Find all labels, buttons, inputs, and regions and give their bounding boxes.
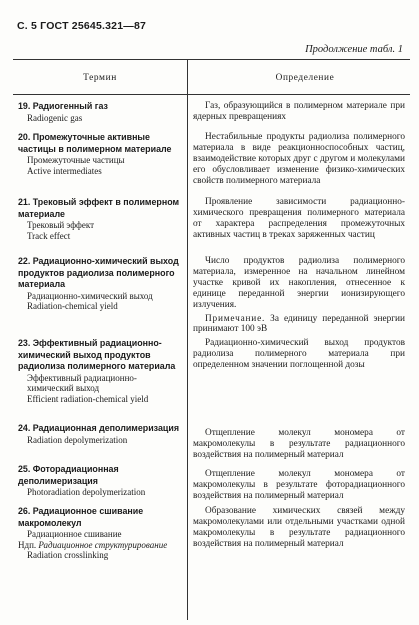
page-header: С. 5 ГОСТ 25645.321—87 bbox=[17, 20, 147, 32]
term-number: 25. bbox=[18, 464, 31, 474]
term-nonpreferred bbox=[18, 540, 183, 551]
ndp-term: Радиационное структурирование bbox=[38, 539, 168, 550]
definition-cell: Нестабильные продукты радиолиза полимерного материала в виде реакционноспособных частиц, взаимодействие которых друг с другом и молекулами его обусловливает изменение физико-химических свойств полимерного материала bbox=[193, 132, 405, 186]
term-cell bbox=[18, 423, 183, 445]
term-cell bbox=[18, 338, 183, 405]
term-english: Radiation-chemical yield bbox=[27, 301, 118, 312]
term-english: Radiogenic gas bbox=[27, 112, 83, 123]
definition-cell: Радиационно-химический выход продуктов радиолиза полимерного материала при определенном значении поглощенной дозы bbox=[193, 338, 405, 370]
note-label: Примечание. bbox=[205, 313, 266, 324]
definition-cell bbox=[193, 256, 405, 335]
term-title: Радиационная деполимеризация bbox=[32, 423, 180, 433]
term-title: Радиационное сшивание макромолекул bbox=[18, 506, 144, 528]
term-cell bbox=[18, 256, 183, 312]
term-synonym: Радиационное сшивание bbox=[27, 529, 122, 540]
term-synonym: Трековый эффект bbox=[27, 220, 95, 231]
term-title: Радиогенный газ bbox=[32, 101, 108, 111]
note-text: За единицу переданной энергии принимают 100 эВ bbox=[193, 313, 405, 335]
definition-cell: Образование химических связей между макромолекулами или отдельными участками одной макромолекулы в результате радиационного воздействия на полимерный материал bbox=[193, 506, 405, 549]
definition-cell: Проявление зависимости радиационно-химического превращения полимерного материала от характера распределения промежуточных активных частиц в треках заряженных частиц bbox=[193, 197, 405, 240]
term-english: Photoradiation depolymerization bbox=[27, 487, 146, 498]
term-title: Трековый эффект в полимерном материале bbox=[18, 197, 180, 219]
term-cell bbox=[18, 464, 183, 498]
term-title: Радиационно-химический выход продуктов радиолиза полимерного материала bbox=[18, 256, 179, 290]
term-number: 22. bbox=[18, 256, 31, 266]
definition-note bbox=[193, 314, 405, 336]
term-synonym: Радиационно-химический выход bbox=[27, 290, 153, 301]
term-english: Efficient radiation-chemical yield bbox=[27, 393, 149, 404]
header-rule bbox=[13, 94, 410, 95]
definition-cell: Отщепление молекул мономера от макромолекулы в результате фоторадиационного воздействия на полимерный материал bbox=[193, 469, 405, 501]
term-cell bbox=[18, 197, 183, 241]
term-english: Radiation crosslinking bbox=[27, 550, 109, 561]
terms-table bbox=[13, 59, 410, 620]
column-header-term: Термин bbox=[83, 73, 117, 83]
term-title: Эффективный радиационно-химический выход продуктов радиолиза полимерного материала bbox=[18, 338, 176, 372]
term-synonym: Эффективный радиационно-химический выход bbox=[27, 372, 137, 394]
term-number: 20. bbox=[18, 132, 31, 142]
column-divider bbox=[187, 60, 188, 620]
term-title: Промежуточные активные частицы в полимерном материале bbox=[18, 132, 172, 154]
definition-cell: Газ, образующийся в полимерном материале при ядерных превращениях bbox=[193, 101, 405, 122]
term-cell bbox=[18, 132, 183, 176]
term-title: Фоторадиационная деполимеризация bbox=[18, 464, 119, 486]
term-number: 19. bbox=[18, 101, 31, 111]
term-number: 21. bbox=[18, 197, 31, 207]
term-english: Radiation depolymerization bbox=[27, 434, 128, 445]
ndp-prefix: Ндп. bbox=[18, 539, 37, 550]
term-cell bbox=[18, 506, 183, 561]
definition-text: Число продуктов радиолиза полимерного материала, измеренное на начальном линейном участке кривой их накопления, отнесенное к единице переданной энергии ионизирующего излучения. bbox=[193, 256, 405, 310]
term-cell bbox=[18, 101, 183, 123]
term-number: 24. bbox=[18, 423, 31, 433]
table-continuation-label: Продолжение табл. 1 bbox=[305, 44, 403, 55]
term-number: 23. bbox=[18, 338, 31, 348]
term-number: 26. bbox=[18, 506, 31, 516]
term-english: Track effect bbox=[27, 230, 71, 241]
definition-cell: Отщепление молекул мономера от макромолекулы в результате радиационного воздействия на полимерный материал bbox=[193, 428, 405, 460]
term-synonym: Промежуточные частицы bbox=[27, 155, 125, 166]
term-english: Active intermediates bbox=[27, 165, 102, 176]
column-header-definition: Определение bbox=[275, 73, 335, 83]
